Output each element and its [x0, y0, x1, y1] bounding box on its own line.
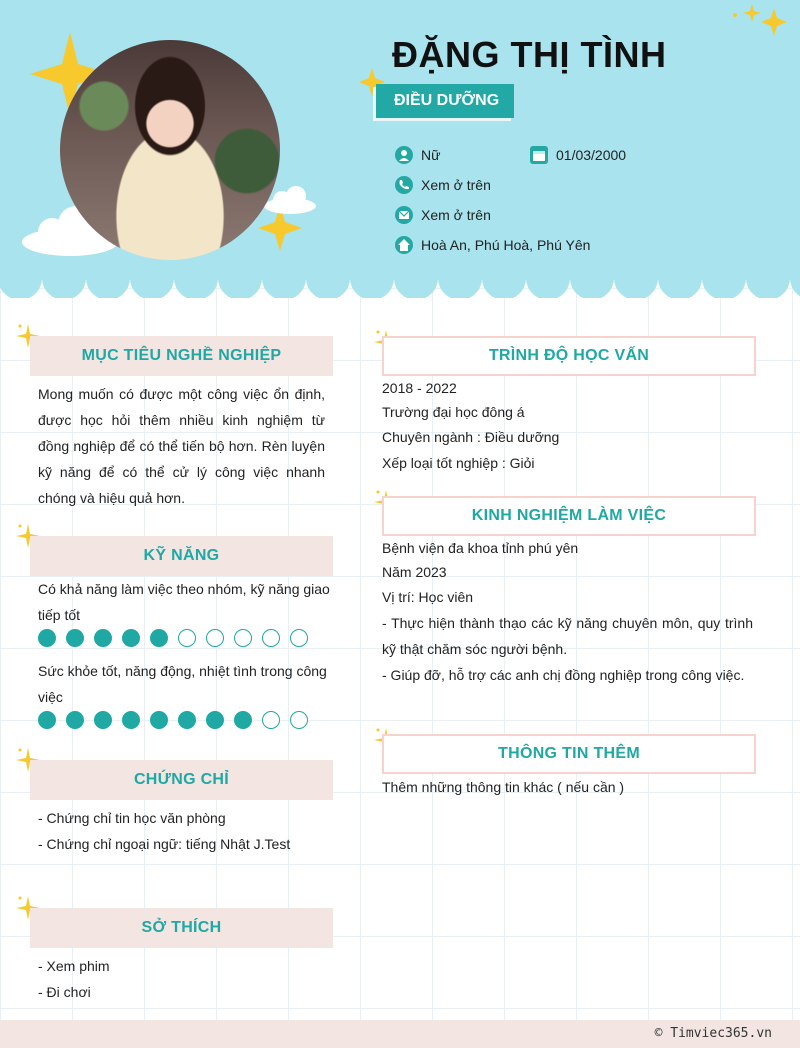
- copyright-text: © Timviec365.vn: [654, 1026, 772, 1041]
- extra-info-title: THÔNG TIN THÊM: [382, 734, 756, 774]
- rating-dot-filled: [94, 629, 112, 647]
- experience-title: KINH NGHIỆM LÀM VIỆC: [382, 496, 756, 536]
- education-line: Trường đại học đông á: [382, 404, 525, 420]
- job-title-badge: [376, 84, 514, 118]
- experience-line: Vị trí: Học viên: [382, 589, 474, 605]
- experience-bullet: - Giúp đỡ, hỗ trợ các anh chị đồng nghiệp trong công việc.: [382, 667, 745, 683]
- rating-dot-filled: [38, 711, 56, 729]
- hobbies-title: SỞ THÍCH: [30, 908, 333, 948]
- rating-dot-empty: [290, 711, 308, 729]
- experience-line: Năm 2023: [382, 564, 447, 580]
- rating-dot-empty: [206, 629, 224, 647]
- certificate-item: - Chứng chỉ ngoại ngữ: tiếng Nhật J.Test: [38, 836, 291, 852]
- birthdate: 01/03/2000: [556, 147, 627, 163]
- education-line: Xếp loại tốt nghiệp : Giỏi: [382, 455, 535, 471]
- address: Hoà An, Phú Hoà, Phú Yên: [421, 237, 591, 253]
- rating-dot-filled: [150, 711, 168, 729]
- rating-dot-empty: [262, 711, 280, 729]
- rating-dot-filled: [150, 629, 168, 647]
- rating-dot-filled: [38, 629, 56, 647]
- education-title: TRÌNH ĐỘ HỌC VẤN: [382, 336, 756, 376]
- rating-dot-filled: [122, 629, 140, 647]
- gender: Nữ: [421, 147, 441, 163]
- email: Xem ở trên: [421, 207, 491, 223]
- rating-dot-filled: [66, 629, 84, 647]
- phone-icon: [395, 176, 413, 194]
- certificates-title: CHỨNG CHỈ: [30, 760, 333, 800]
- profile-photo: [60, 40, 280, 260]
- experience-line: Bệnh viện đa khoa tỉnh phú yên: [382, 540, 579, 556]
- education-line: 2018 - 2022: [382, 380, 457, 396]
- rating-dot-filled: [178, 711, 196, 729]
- home-icon: [395, 236, 413, 254]
- objective-title: MỤC TIÊU NGHỀ NGHIỆP: [30, 336, 333, 376]
- rating-dot-filled: [94, 711, 112, 729]
- rating-dot-filled: [66, 711, 84, 729]
- extra-info-text: Thêm những thông tin khác ( nếu cần ): [382, 779, 625, 795]
- objective-text: Mong muốn có được một công việc ổn định, được học hỏi thêm nhiều kinh nghiệm từ đồng nghiệp để có thể tiến bộ hơn. Rèn luyện kỹ năng để có thể cử lý công việc nhanh chóng và hiệu quả hơn.: [38, 386, 325, 506]
- certificate-item: - Chứng chỉ tin học văn phòng: [38, 810, 226, 826]
- footer: [0, 1020, 800, 1048]
- rating-dot-empty: [262, 629, 280, 647]
- skill-text: Có khả năng làm việc theo nhóm, kỹ năng giao tiếp tốt: [38, 581, 330, 623]
- user-icon: [395, 146, 413, 164]
- rating-dot-filled: [206, 711, 224, 729]
- skill-text: Sức khỏe tốt, năng động, nhiệt tình trong công việc: [38, 663, 327, 705]
- phone: Xem ở trên: [421, 177, 491, 193]
- rating-dot-filled: [234, 711, 252, 729]
- candidate-name: ĐẶNG THỊ TÌNH: [392, 34, 667, 75]
- skills-title: KỸ NĂNG: [30, 536, 333, 576]
- calendar-icon: [530, 146, 548, 164]
- job-title: ĐIỀU DƯỠNG: [394, 92, 500, 109]
- experience-bullet: - Thực hiện thành thạo các kỹ năng chuyên môn, quy trình kỹ thật chăm sóc người bệnh.: [382, 615, 753, 657]
- education-line: Chuyên ngành : Điều dưỡng: [382, 429, 560, 445]
- hobby-item: - Xem phim: [38, 958, 110, 974]
- hobby-item: - Đi chơi: [38, 984, 91, 1000]
- rating-dot-empty: [234, 629, 252, 647]
- rating-dot-empty: [178, 629, 196, 647]
- rating-dot-empty: [290, 629, 308, 647]
- rating-dot-filled: [122, 711, 140, 729]
- email-icon: [395, 206, 413, 224]
